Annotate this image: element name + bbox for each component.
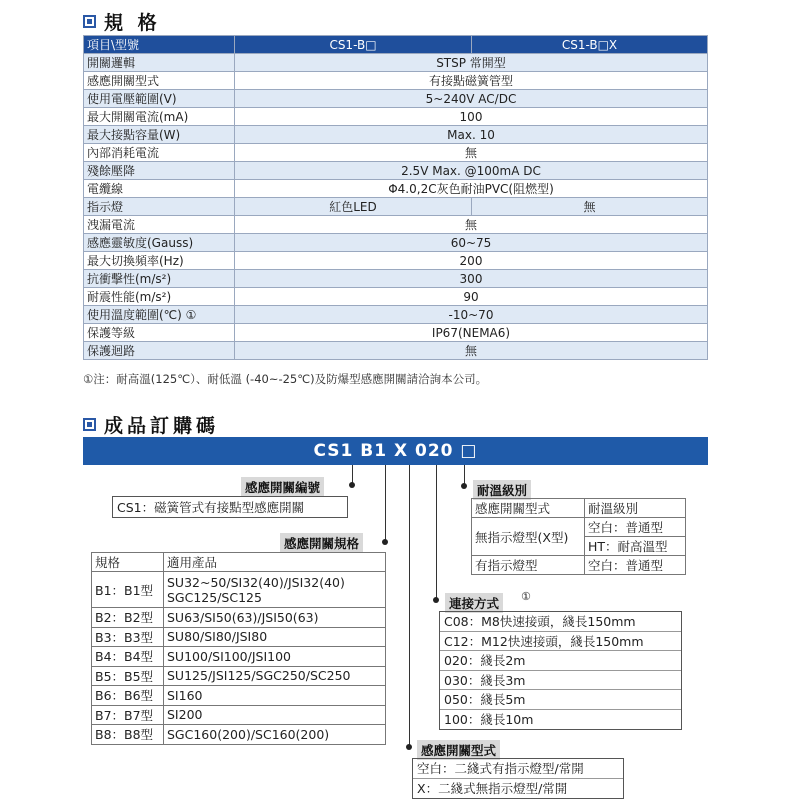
table-row: B2：B2型 SU63/SI50(63)/JSI50(63) bbox=[92, 608, 386, 628]
connector-line bbox=[385, 465, 386, 543]
connector-dot bbox=[349, 482, 355, 488]
connection-tag: 連接方式 bbox=[445, 593, 503, 613]
table-row: 指示燈 紅色LED 無 bbox=[84, 198, 708, 216]
connection-box bbox=[439, 611, 682, 730]
table-row: 使用電壓範圍(V) 5~240V AC/DC bbox=[84, 90, 708, 108]
connector-dot bbox=[382, 539, 388, 545]
connector-dot bbox=[461, 483, 467, 489]
order-section-title bbox=[83, 411, 219, 438]
switch-code-tag: 感應開關編號 bbox=[241, 477, 324, 497]
connection-note-mark: ① bbox=[521, 590, 531, 603]
list-item: C12：M12快速接頭，綫長150mm bbox=[440, 632, 681, 652]
table-row: 電纜線 Φ4.0,2C灰色耐油PVC(阻燃型) bbox=[84, 180, 708, 198]
table-row: 感應開關型式 有接點磁簧管型 bbox=[84, 72, 708, 90]
table-row: 殘餘壓降 2.5V Max. @100mA DC bbox=[84, 162, 708, 180]
square-bullet-icon bbox=[83, 15, 96, 28]
table-row: B6：B6型 SI160 bbox=[92, 686, 386, 706]
table-row: 最大開關電流(mA) 100 bbox=[84, 108, 708, 126]
table-row: B8：B8型 SGC160(200)/SC160(200) bbox=[92, 725, 386, 745]
square-bullet-icon bbox=[83, 418, 96, 431]
table-row: 內部消耗電流 無 bbox=[84, 144, 708, 162]
list-item: C08：M8快速接頭，綫長150mm bbox=[440, 612, 681, 632]
spec-code-table bbox=[91, 552, 386, 745]
list-item: 050：綫長5m bbox=[440, 690, 681, 710]
table-row: 抗衝擊性(m/s²) 300 bbox=[84, 270, 708, 288]
table-row: 無指示燈型(X型) 空白：普通型 bbox=[472, 518, 686, 537]
connector-dot bbox=[433, 597, 439, 603]
list-item: 020：綫長2m bbox=[440, 651, 681, 671]
table-row: B4：B4型 SU100/SI100/JSI100 bbox=[92, 647, 386, 667]
table-row: B7：B7型 SI200 bbox=[92, 705, 386, 725]
switch-type-box bbox=[412, 758, 624, 799]
switch-code-box bbox=[112, 496, 348, 518]
table-row: 洩漏電流 無 bbox=[84, 216, 708, 234]
spec-section-title bbox=[83, 8, 161, 35]
table-row: 有指示燈型 空白：普通型 bbox=[472, 556, 686, 575]
table-row: 保護迴路 無 bbox=[84, 342, 708, 360]
table-row: 最大接點容量(W) Max. 10 bbox=[84, 126, 708, 144]
table-row: 感應開關型式 耐溫級別 bbox=[472, 499, 686, 518]
table-row: B5：B5型 SU125/JSI125/SGC250/SC250 bbox=[92, 666, 386, 686]
table-row: 規格 適用產品 bbox=[92, 553, 386, 572]
list-item: X：二綫式無指示燈型/常開 bbox=[417, 781, 568, 797]
table-row: B3：B3型 SU80/SI80/JSI80 bbox=[92, 627, 386, 647]
table-row: B1：B1型 SU32~50/SI32(40)/JSI32(40) SGC125/SC125 bbox=[92, 572, 386, 608]
spec-table bbox=[83, 35, 708, 360]
connector-line bbox=[409, 465, 410, 748]
switch-type-tag: 感應開關型式 bbox=[417, 740, 500, 760]
list-item: CS1：磁簧管式有接點型感應開關 bbox=[117, 499, 305, 515]
table-row: 保護等級 IP67(NEMA6) bbox=[84, 324, 708, 342]
connector-line bbox=[436, 465, 437, 601]
order-code-bar: CS1 B1 X 020 □ bbox=[83, 437, 708, 465]
list-item: 030：綫長3m bbox=[440, 671, 681, 691]
spec-header-item: 項目\型號 bbox=[84, 36, 235, 54]
spec-title-text: 規 格 bbox=[104, 12, 161, 34]
spec-code-tag: 感應開關規格 bbox=[280, 533, 363, 553]
table-row: 開關邏輯 STSP 常開型 bbox=[84, 54, 708, 72]
table-row: HT：耐高溫型 bbox=[472, 537, 686, 556]
list-item: 100：綫長10m bbox=[444, 712, 534, 728]
spec-footnote: ①注：耐高溫(125℃）、耐低溫 (-40~-25℃)及防爆型感應開關請洽詢本公司。 bbox=[83, 372, 488, 386]
order-title-text: 成品訂購碼 bbox=[104, 415, 220, 437]
table-row: 最大切換頻率(Hz) 200 bbox=[84, 252, 708, 270]
spec-header-row bbox=[84, 36, 708, 54]
list-item: 空白：二綫式有指示燈型/常開 bbox=[413, 759, 623, 779]
table-row: 耐震性能(m/s²) 90 bbox=[84, 288, 708, 306]
table-row: 使用溫度範圍(℃) ① -10~70 bbox=[84, 306, 708, 324]
spec-header-model-b: CS1-B□X bbox=[472, 36, 708, 54]
spec-header-model-a: CS1-B□ bbox=[235, 36, 472, 54]
temp-grade-tag: 耐溫級別 bbox=[473, 480, 531, 500]
table-row: 感應靈敏度(Gauss) 60~75 bbox=[84, 234, 708, 252]
connector-dot bbox=[406, 744, 412, 750]
temp-grade-table bbox=[471, 498, 686, 575]
